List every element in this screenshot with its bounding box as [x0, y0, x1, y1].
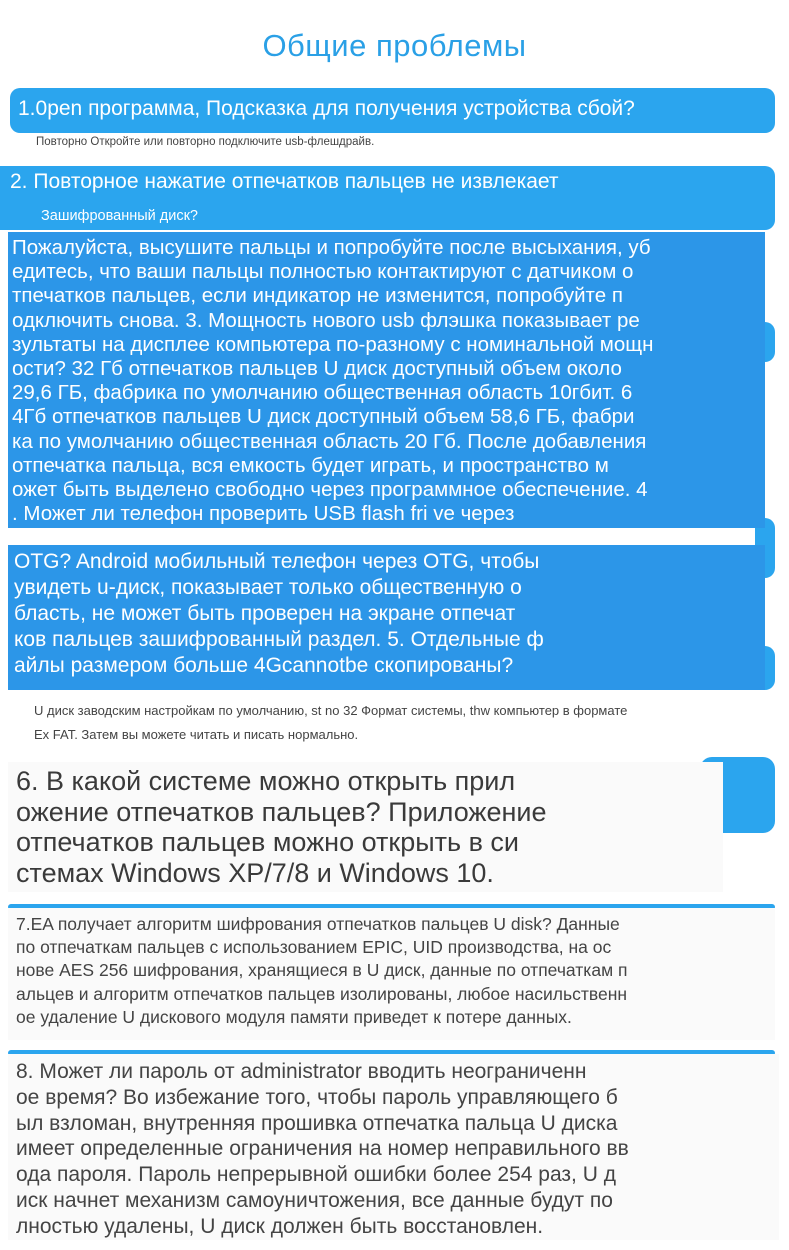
- question-7-line: нове AES 256 шифрования, хранящиеся в U диск, данные по отпечаткам п: [16, 960, 628, 981]
- block-2-line: OTG? Android мобильный телефон через OTG, чтобы: [14, 550, 540, 573]
- question-2-line-2: Зашифрованный диск?: [41, 208, 199, 224]
- block-1-line: едитесь, что ваши пальцы полностью контактируют с датчиком о: [12, 260, 634, 284]
- block-1-line: ости? 32 Гб отпечатков пальцев U диск доступный объем около: [12, 357, 622, 381]
- question-2-line-1: 2. Повторное нажатие отпечатков пальцев не извлекает: [10, 170, 559, 193]
- block-2-line: айлы размером больше 4Gcannotbe скопированы?: [14, 654, 514, 677]
- block-2-line: увидеть u-диск, показывает только общественную о: [14, 576, 522, 599]
- question-8-line: ода пароля. Пароль непрерывной ошибки более 254 раз, U д: [16, 1163, 616, 1187]
- block-2-line: бласть, не может быть проверен на экране отпечат: [14, 602, 516, 625]
- block-1-line: ка по умолчанию общественная область 20 Гб. После добавления: [12, 429, 647, 453]
- page-title: Общие проблемы: [262, 28, 527, 63]
- question-8-line: ыл взломан, внутренняя прошивка отпечатка пальца U диска: [16, 1111, 618, 1135]
- question-8-line: имеет определенные ограничения на номер неправильного вв: [16, 1137, 629, 1161]
- block-1-line: зультаты на дисплее компьютера по-разному с номинальной мощн: [12, 332, 654, 356]
- question-6-line: ожение отпечатков пальцев? Приложение: [16, 796, 547, 827]
- question-1-text: 1.0pen программа, Подсказка для получения устройства сбой?: [18, 97, 635, 120]
- block-1-line: тпечатков пальцев, если индикатор не изменится, попробуйте п: [12, 284, 623, 308]
- block-1-line: ожет быть выделено свободно через программное обеспечение. 4: [12, 478, 648, 502]
- question-8-line: 8. Может ли пароль от administrator вводить неограниченн: [16, 1060, 587, 1083]
- question-8-box: [8, 1054, 779, 1240]
- answer-5-line: Ex FAT. Затем вы можете читать и писать нормально.: [34, 727, 359, 742]
- answer-block-2: [8, 545, 765, 690]
- question-7-line: 7.EA получает алгоритм шифрования отпечатков пальцев U disk? Данные: [16, 914, 620, 934]
- question-8-line: иск начнет механизм самоуничтожения, все данные будут по: [16, 1188, 613, 1212]
- block-1-line: 29,6 ГБ, фабрика по умолчанию общественная область 10гбит. 6: [12, 381, 633, 405]
- question-6-box: [8, 762, 723, 892]
- block-2-line: ков пальцев зашифрованный раздел. 5. Отдельные ф: [14, 628, 544, 651]
- question-6-line: отпечатков пальцев можно открыть в си: [16, 827, 519, 857]
- question-7-line: альцев и алгоритм отпечатков пальцев изолированы, любое насильственн: [16, 983, 628, 1004]
- answer-5-line: U диск заводским настройкам по умолчанию, st no 32 Формат системы, thw компьютер в формате: [34, 703, 628, 718]
- question-8-line: лностью удалены, U диск должен быть восстановлен.: [16, 1214, 544, 1238]
- question-6-line: 6. В какой системе можно открыть прил: [16, 766, 516, 796]
- block-1-line: одключить снова. 3. Мощность нового usb флэшка показывает ре: [12, 308, 640, 332]
- question-7-box: [8, 908, 775, 1040]
- question-8-line: ое время? Во избежание того, чтобы пароль управляющего б: [16, 1085, 618, 1109]
- question-6-line: стемах Windows XP/7/8 и Windows 10.: [16, 857, 494, 888]
- answer-5-text: [28, 697, 732, 749]
- question-7-line: ое удаление U дискового модуля памяти приведет к потере данных.: [16, 1006, 572, 1027]
- block-1-line: 4Гб отпечатков пальцев U диск доступный объем 58,6 ГБ, фабри: [12, 405, 635, 429]
- block-1-line: . Может ли телефон проверить USB flash fri ve через: [12, 502, 515, 526]
- question-7-line: по отпечаткам пальцев с использованием EPIC, UID производства, на ос: [16, 937, 612, 958]
- answer-1-text: Повторно Откройте или повторно подключите usb-флешдрайв.: [28, 133, 420, 155]
- block-1-line: Пожалуйста, высушите пальцы и попробуйте после высыхания, уб: [12, 236, 651, 259]
- answer-block-1: [8, 232, 765, 528]
- block-1-line: отпечатка пальца, вся емкость будет играть, и пространство м: [12, 453, 609, 477]
